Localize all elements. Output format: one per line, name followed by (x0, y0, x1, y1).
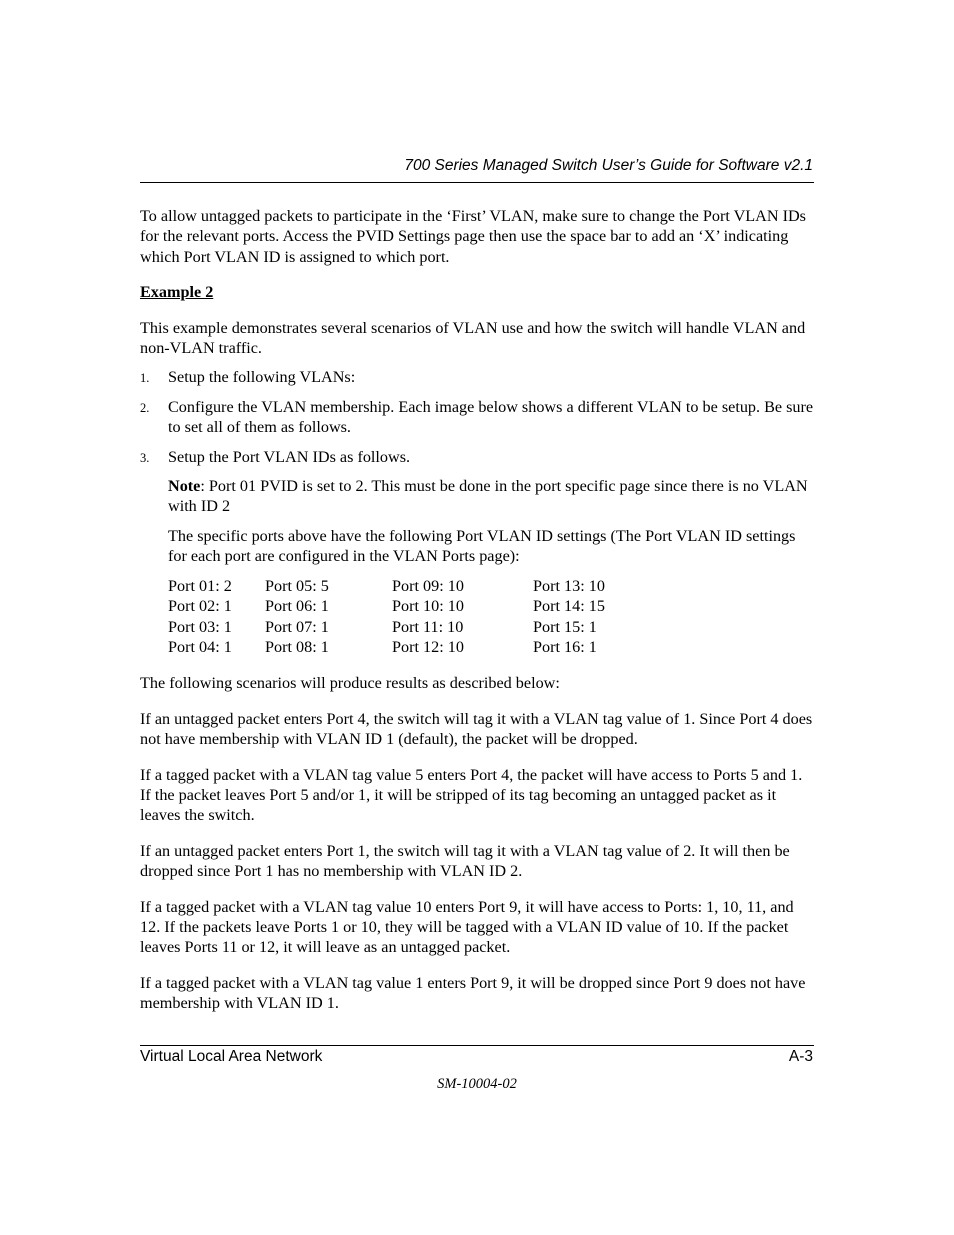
port-entry: Port 12: 10 (392, 637, 464, 656)
step-number: 1. (140, 371, 150, 386)
steps-list (140, 367, 814, 467)
port-entry: Port 13: 10 (533, 576, 605, 595)
header-rule (140, 182, 814, 183)
step-number: 2. (140, 400, 150, 415)
port-entry: Port 14: 15 (533, 597, 605, 616)
scenario-paragraph: If an untagged packet enters Port 4, the switch will tag it with a VLAN tag value of 1. Since Port 4 does not have membership with VLAN ID 1 (default), the packet will be dropped. (140, 709, 813, 749)
port-column (265, 576, 392, 658)
port-entry: Port 03: 1 (168, 617, 232, 636)
footer-section-title: Virtual Local Area Network (140, 1048, 323, 1065)
step-number: 3. (140, 450, 150, 465)
step-text: Setup the Port VLAN IDs as follows. (168, 447, 411, 466)
footer-rule (140, 1045, 814, 1046)
port-entry: Port 06: 1 (265, 597, 329, 616)
footer-page-number: A-3 (788, 1048, 813, 1065)
scenarios-intro-paragraph: The following scenarios will produce results as described below: (140, 674, 560, 693)
port-entry: Port 05: 5 (265, 576, 329, 595)
list-item (140, 397, 814, 438)
port-vlan-id-table (168, 576, 814, 658)
scenario-paragraph: If an untagged packet enters Port 1, the switch will tag it with a VLAN tag value of 2. It will then be dropped since Port 1 has no membership with VLAN ID 2. (140, 841, 790, 881)
port-column (168, 576, 265, 658)
port-column (533, 576, 643, 658)
scenario-paragraph: If a tagged packet with a VLAN tag value 1 enters Port 9, it will be dropped since Port 9 does not have membership with VLAN ID 1. (140, 973, 806, 1013)
page-body (140, 206, 814, 1014)
note-text: : Port 01 PVID is set to 2. This must be done in the port specific page since there is no VLAN with ID 2 (168, 477, 808, 516)
scenario-paragraph: If a tagged packet with a VLAN tag value 5 enters Port 4, the packet will have access to Ports 5 and 1. If the packet leaves Port 5 and/or 1, it will be stripped of its tag becoming an untagged packet as it leaves the switch. (140, 765, 803, 825)
port-entry: Port 08: 1 (265, 637, 329, 656)
scenario-paragraph: If a tagged packet with a VLAN tag value 10 enters Port 9, it will have access to Ports: 1, 10, 11, and 12. If the packets leave Ports 1 or 10, they will be tagged with a VLAN ID value of 10. If the packet leaves Ports 11 or 12, it will leave as an untagged packet. (140, 897, 794, 957)
port-entry: Port 10: 10 (392, 597, 464, 616)
list-item (140, 447, 814, 467)
ports-intro-paragraph: The specific ports above have the following Port VLAN ID settings (The Port VLAN ID settings for each port are configured in the VLAN Ports page): (168, 526, 796, 566)
note-label: Note (168, 477, 201, 496)
example-heading: Example 2 (140, 283, 214, 302)
port-entry: Port 11: 10 (392, 617, 464, 636)
port-entry: Port 09: 10 (392, 576, 464, 595)
port-entry: Port 07: 1 (265, 617, 329, 636)
port-entry: Port 04: 1 (168, 637, 232, 656)
port-entry: Port 01: 2 (168, 576, 232, 595)
step-text: Setup the following VLANs: (168, 368, 356, 387)
port-column (392, 576, 533, 658)
port-entry: Port 02: 1 (168, 597, 232, 616)
running-header-title: 700 Series Managed Switch User’s Guide for Software v2.1 (404, 157, 813, 174)
list-item (140, 367, 814, 387)
example-intro-paragraph: This example demonstrates several scenarios of VLAN use and how the switch will handle VLAN and non-VLAN traffic. (140, 318, 806, 358)
port-entry: Port 15: 1 (533, 617, 597, 636)
document-number: SM-10004-02 (437, 1076, 517, 1092)
step-text: Configure the VLAN membership. Each image below shows a different VLAN to be setup. Be sure to set all of them as follows. (168, 397, 814, 437)
note-paragraph (140, 476, 814, 517)
intro-paragraph: To allow untagged packets to participate in the ‘First’ VLAN, make sure to change the Port VLAN IDs for the relevant ports. Access the PVID Settings page then use the space bar to add an ‘X’ indicating which Port VLAN ID is assigned to which port. (140, 207, 806, 266)
port-entry: Port 16: 1 (533, 637, 597, 656)
